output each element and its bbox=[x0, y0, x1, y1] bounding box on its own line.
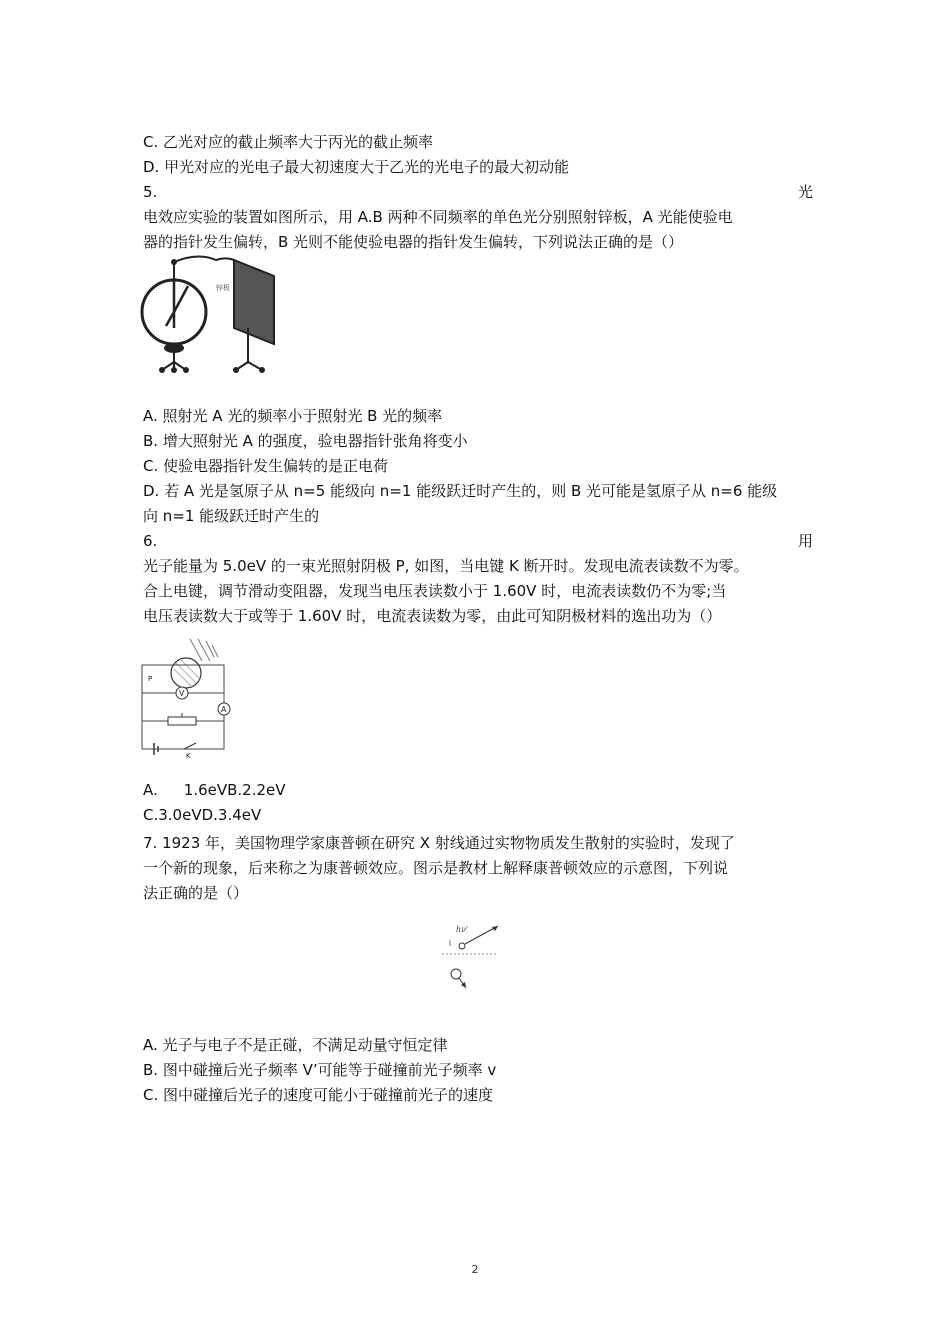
switch-label: K bbox=[186, 752, 191, 759]
q5-option-b: B. 增大照射光 A 的强度，验电器指针张角将变小 bbox=[143, 432, 468, 450]
q4-option-c: C. 乙光对应的截止频率大于丙光的截止频率 bbox=[143, 133, 434, 151]
q5-stem-line1: 电效应实验的装置如图所示，用 A.B 两种不同频率的单色光分别照射锌板，A 光能使验电 bbox=[143, 208, 733, 226]
q5-stem-line2: 器的指针发生偏转，B 光则不能使验电器的指针发生偏转，下列说法正确的是（） bbox=[143, 233, 684, 251]
q7-option-b: B. 图中碰撞后光子频率 V’可能等于碰撞前光子频率 v bbox=[143, 1061, 497, 1079]
electroscope-figure bbox=[138, 252, 288, 382]
q5-option-d-line2: 向 n=1 能级跃迁时产生的 bbox=[143, 507, 320, 525]
q7-option-a: A. 光子与电子不是正碰，不满足动量守恒定律 bbox=[143, 1036, 448, 1054]
compton-effect-figure bbox=[440, 918, 510, 994]
q5-option-c: C. 使验电器指针发生偏转的是正电荷 bbox=[143, 457, 389, 475]
cathode-label: P bbox=[148, 675, 153, 683]
q6-option-ab-mark: A. bbox=[143, 781, 158, 799]
q6-option-ab bbox=[143, 779, 813, 803]
q5-first-char: 光 bbox=[797, 183, 813, 201]
q6-stem-line1: 光子能量为 5.0eV 的一束光照射阴极 P, 如图，当电键 K 断开时。发现电流表读数不为零。 bbox=[143, 557, 749, 575]
q6-first-char: 用 bbox=[797, 532, 813, 550]
q7-stem-line1: 7. 1923 年，美国物理学家康普顿在研究 X 射线通过实物物质发生散射的实验时，发现了 bbox=[143, 834, 735, 852]
q6-option-ab-text: 1.6eVB.2.2eV bbox=[183, 781, 286, 799]
ammeter-label: A bbox=[221, 705, 227, 714]
q5-number: 5. bbox=[143, 183, 158, 201]
zinc-plate-label: 锌板 bbox=[216, 284, 230, 292]
q7-stem-line3: 法正确的是（） bbox=[143, 884, 249, 902]
q6-stem-line3: 电压表读数大于或等于 1.60V 时，电流表读数为零，由此可知阴极材料的逸出功为（） bbox=[143, 607, 722, 625]
q7-option-c: C. 图中碰撞后光子的速度可能小于碰撞前光子的速度 bbox=[143, 1086, 494, 1104]
voltmeter-label: V bbox=[179, 689, 185, 698]
photoelectric-circuit-figure bbox=[138, 637, 238, 759]
page-number: 2 bbox=[471, 1263, 479, 1276]
q4-option-d: D. 甲光对应的光电子最大初速度大于乙光的光电子的最大初动能 bbox=[143, 158, 570, 176]
scattered-photon-label: hν' bbox=[456, 925, 469, 934]
q5-option-d-line1: D. 若 A 光是氢原子从 n=5 能级向 n=1 能级跃迁时产生的，则 B 光可能是氢原子从 n=6 能级 bbox=[143, 482, 778, 500]
q5-option-a: A. 照射光 A 光的频率小于照射光 B 光的频率 bbox=[143, 407, 443, 425]
q6-option-cd: C.3.0eVD.3.4eV bbox=[143, 806, 262, 824]
q7-stem-line2: 一个新的现象，后来称之为康普顿效应。图示是教材上解释康普顿效应的示意图，下列说 bbox=[143, 859, 729, 877]
q5-number-line bbox=[143, 181, 813, 205]
q6-number-line bbox=[143, 530, 813, 554]
q6-stem-line2: 合上电键，调节滑动变阻器，发现当电压表读数小于 1.60V 时，电流表读数仍不为零;当 bbox=[143, 582, 727, 600]
q6-number: 6. bbox=[143, 532, 158, 550]
